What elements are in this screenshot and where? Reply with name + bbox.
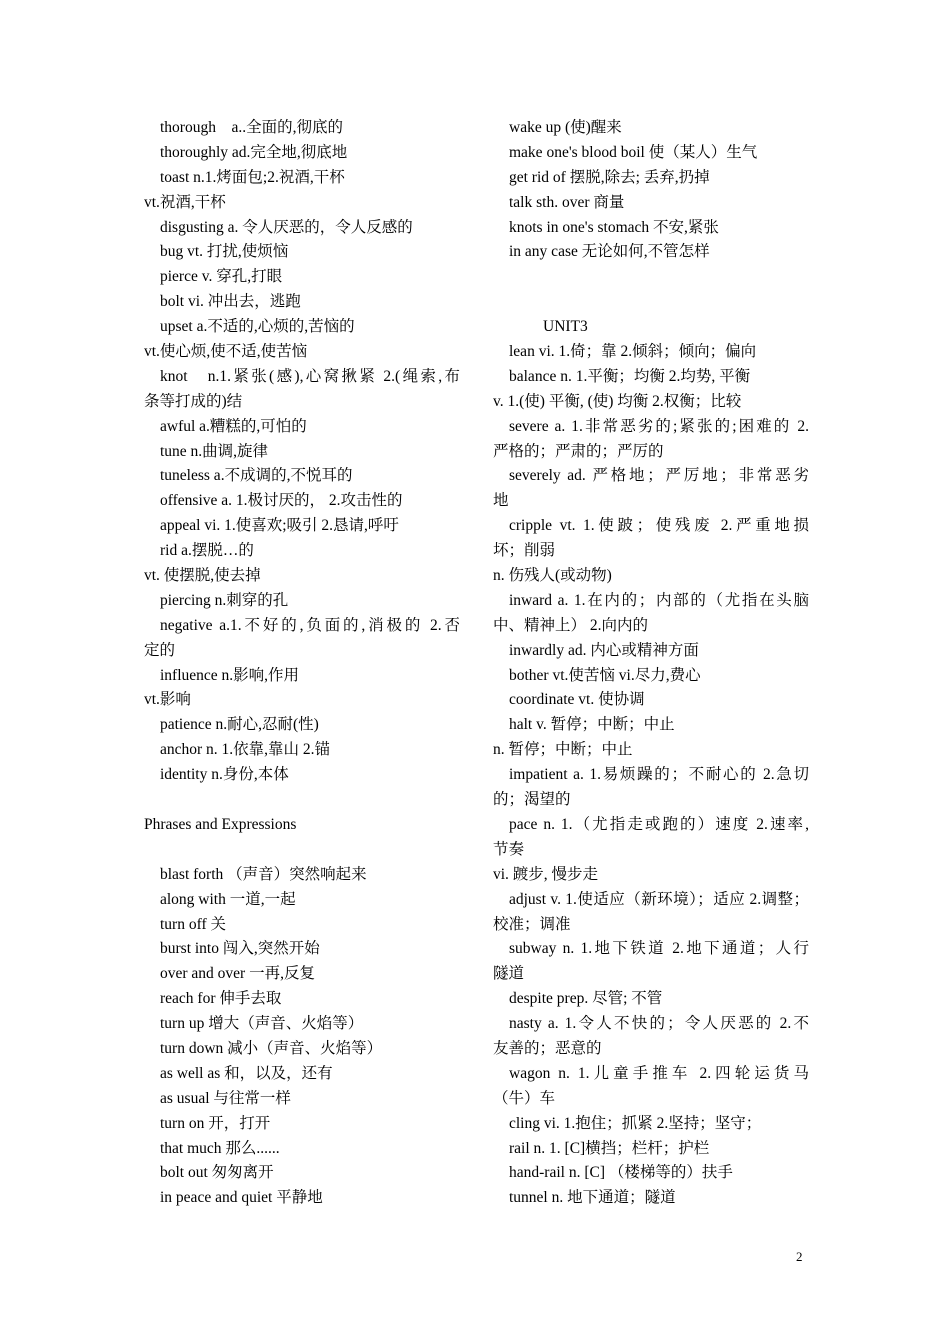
vocab-line: rail n. 1. [C]横挡；栏杆；护栏 xyxy=(509,1139,710,1157)
vocab-line: balance n. 1.平衡；均衡 2.均势, 平衡 xyxy=(509,367,751,385)
vocab-line: pace n. 1.（尤指走或跑的）速度 2.速率, xyxy=(509,815,809,833)
vocab-line: reach for 伸手去取 xyxy=(160,990,282,1008)
vocab-line: 坏；削弱 xyxy=(493,542,556,560)
vocab-line: lean vi. 1.倚；靠 2.倾斜；倾向；偏向 xyxy=(509,343,757,361)
vocab-line: cling vi. 1.抱住；抓紧 2.坚持；坚守； xyxy=(509,1114,762,1132)
vocab-line: 友善的；恶意的 xyxy=(493,1039,602,1057)
blank-line xyxy=(144,788,460,813)
vocab-line: 节奏 xyxy=(493,840,525,858)
vocab-line: over and over 一再,反复 xyxy=(160,965,315,983)
vocab-line: toast n.1.烤面包;2.祝酒,干杯 xyxy=(160,168,345,186)
vocab-line: anchor n. 1.依靠,靠山 2.锚 xyxy=(160,741,331,759)
vocab-line: make one's blood boil 使（某人）生气 xyxy=(509,143,758,161)
vocab-line: coordinate vt. 使协调 xyxy=(509,691,645,709)
vocab-line: bolt out 匆匆离开 xyxy=(160,1164,274,1182)
vocab-line: 地 xyxy=(493,492,509,510)
vocab-line: vi. 踱步, 慢步走 xyxy=(493,865,599,883)
vocab-line: thoroughly ad.完全地,彻底地 xyxy=(160,143,348,161)
vocab-line: halt v. 暂停；中断；中止 xyxy=(509,716,675,734)
vocab-line: tuneless a.不成调的,不悦耳的 xyxy=(160,467,353,485)
vocab-line: inwardly ad. 内心或精神方面 xyxy=(509,641,699,659)
vocab-line: turn off 关 xyxy=(160,915,227,933)
vocab-line: severe a. 1.非常恶劣的;紧张的;困难的 2. xyxy=(509,417,809,435)
vocab-line: Phrases and Expressions xyxy=(144,815,297,833)
vocab-line: adjust v. 1.使适应（新环境）；适应 2.调整； xyxy=(509,890,809,908)
left-column xyxy=(144,116,460,1211)
vocab-line: bother vt.使苦恼 vi.尽力,费心 xyxy=(509,666,701,684)
vocab-line: 中、精神上） 2.向内的 xyxy=(493,616,649,634)
vocab-line: vt. 使摆脱,使去掉 xyxy=(144,567,261,585)
vocab-line: vt.使心烦,使不适,使苦恼 xyxy=(144,343,308,361)
vocab-line: offensive a. 1.极讨厌的， 2.攻击性的 xyxy=(160,492,403,510)
vocab-line: disgusting a. 令人厌恶的，令人反感的 xyxy=(160,218,413,236)
vocab-line: patience n.耐心,忍耐(性) xyxy=(160,716,319,734)
vocab-line: get rid of 摆脱,除去; 丢弃,扔掉 xyxy=(509,168,710,186)
blank-line xyxy=(493,265,809,290)
vocab-line: in peace and quiet 平静地 xyxy=(160,1189,323,1207)
vocab-line: thorough a..全面的,彻底的 xyxy=(160,119,343,136)
vocab-line: turn down 减小（声音、火焰等） xyxy=(160,1039,383,1057)
vocab-line: vt.影响 xyxy=(144,691,191,709)
vocab-line: pierce v. 穿孔,打眼 xyxy=(160,268,283,286)
vocab-line: hand-rail n. [C] （楼梯等的）扶手 xyxy=(509,1164,733,1182)
vocab-line: identity n.身份,本体 xyxy=(160,766,289,784)
vocab-line: 条等打成的)结 xyxy=(144,392,243,410)
vocab-line: subway n. 1.地下铁道 2.地下通道；人行 xyxy=(509,940,809,958)
vocab-line: that much 那么...... xyxy=(160,1139,280,1157)
vocab-line: appeal vi. 1.使喜欢;吸引 2.恳请,呼吁 xyxy=(160,517,399,535)
right-column xyxy=(493,116,809,1211)
vocab-line: 校准；调准 xyxy=(493,915,571,933)
vocab-line: turn up 增大（声音、火焰等） xyxy=(160,1015,364,1033)
vocab-line: as well as 和，以及，还有 xyxy=(160,1064,333,1082)
vocab-line: knots in one's stomach 不安,紧张 xyxy=(509,218,719,236)
vocab-line: bolt vi. 冲出去，逃跑 xyxy=(160,293,301,311)
vocab-line: bug vt. 打扰,使烦恼 xyxy=(160,243,289,261)
vocab-line: as usual 与往常一样 xyxy=(160,1089,291,1107)
blank-line xyxy=(493,290,809,315)
vocab-line: burst into 闯入,突然开始 xyxy=(160,940,320,958)
vocab-line: tunnel n. 地下通道；隧道 xyxy=(509,1189,676,1207)
vocab-line: nasty a. 1.令人不快的；令人厌恶的 2.不 xyxy=(509,1015,809,1033)
vocab-line: negative a.1.不好的,负面的,消极的 2.否 xyxy=(160,616,460,634)
unit-heading: UNIT3 xyxy=(543,318,588,336)
vocab-line: in any case 无论如何,不管怎样 xyxy=(509,243,710,261)
vocab-line: wake up (使)醒来 xyxy=(509,119,622,136)
vocab-line: upset a.不适的,心烦的,苦恼的 xyxy=(160,318,355,336)
vocab-line: turn on 开，打开 xyxy=(160,1114,271,1132)
vocab-line: rid a.摆脱…的 xyxy=(160,542,254,560)
vocab-line: despite prep. 尽管; 不管 xyxy=(509,990,663,1008)
vocab-line: talk sth. over 商量 xyxy=(509,193,625,211)
vocab-line: knot n.1.紧张(感),心窝揪紧 2.(绳索,布 xyxy=(160,367,460,385)
vocab-line: severely ad. 严格地；严厉地；非常恶劣 xyxy=(509,467,809,485)
vocab-line: 严格的；严肃的；严厉的 xyxy=(493,442,664,460)
vocab-line: awful a.糟糕的,可怕的 xyxy=(160,417,307,435)
vocab-line: piercing n.刺穿的孔 xyxy=(160,591,289,609)
vocab-line: n. 暂停；中断；中止 xyxy=(493,741,633,759)
vocab-line: impatient a. 1.易烦躁的；不耐心的 2.急切 xyxy=(509,766,809,784)
vocab-line: 定的 xyxy=(144,641,176,659)
vocab-line: 隧道 xyxy=(493,965,525,983)
vocab-line: influence n.影响,作用 xyxy=(160,666,300,684)
blank-line xyxy=(144,838,460,863)
vocab-line: inward a. 1.在内的；内部的（尤指在头脑 xyxy=(509,591,809,609)
vocab-line: n. 伤残人(或动物) xyxy=(493,567,612,585)
page-number: 2 xyxy=(796,1249,803,1264)
vocab-line: cripple vt. 1.使跛；使残废 2.严重地损 xyxy=(509,517,809,535)
vocab-line: vt.祝酒,干杯 xyxy=(144,193,226,211)
vocab-line: along with 一道,一起 xyxy=(160,890,296,908)
vocab-line: 的；渴望的 xyxy=(493,791,571,809)
vocab-line: wagon n. 1.儿童手推车 2.四轮运货马 xyxy=(509,1064,809,1082)
vocab-line: blast forth （声音）突然响起来 xyxy=(160,865,367,883)
vocab-line: tune n.曲调,旋律 xyxy=(160,442,269,460)
vocab-line: （牛）车 xyxy=(493,1089,556,1107)
vocab-line: v. 1.(使) 平衡, (使) 均衡 2.权衡；比较 xyxy=(493,392,742,410)
